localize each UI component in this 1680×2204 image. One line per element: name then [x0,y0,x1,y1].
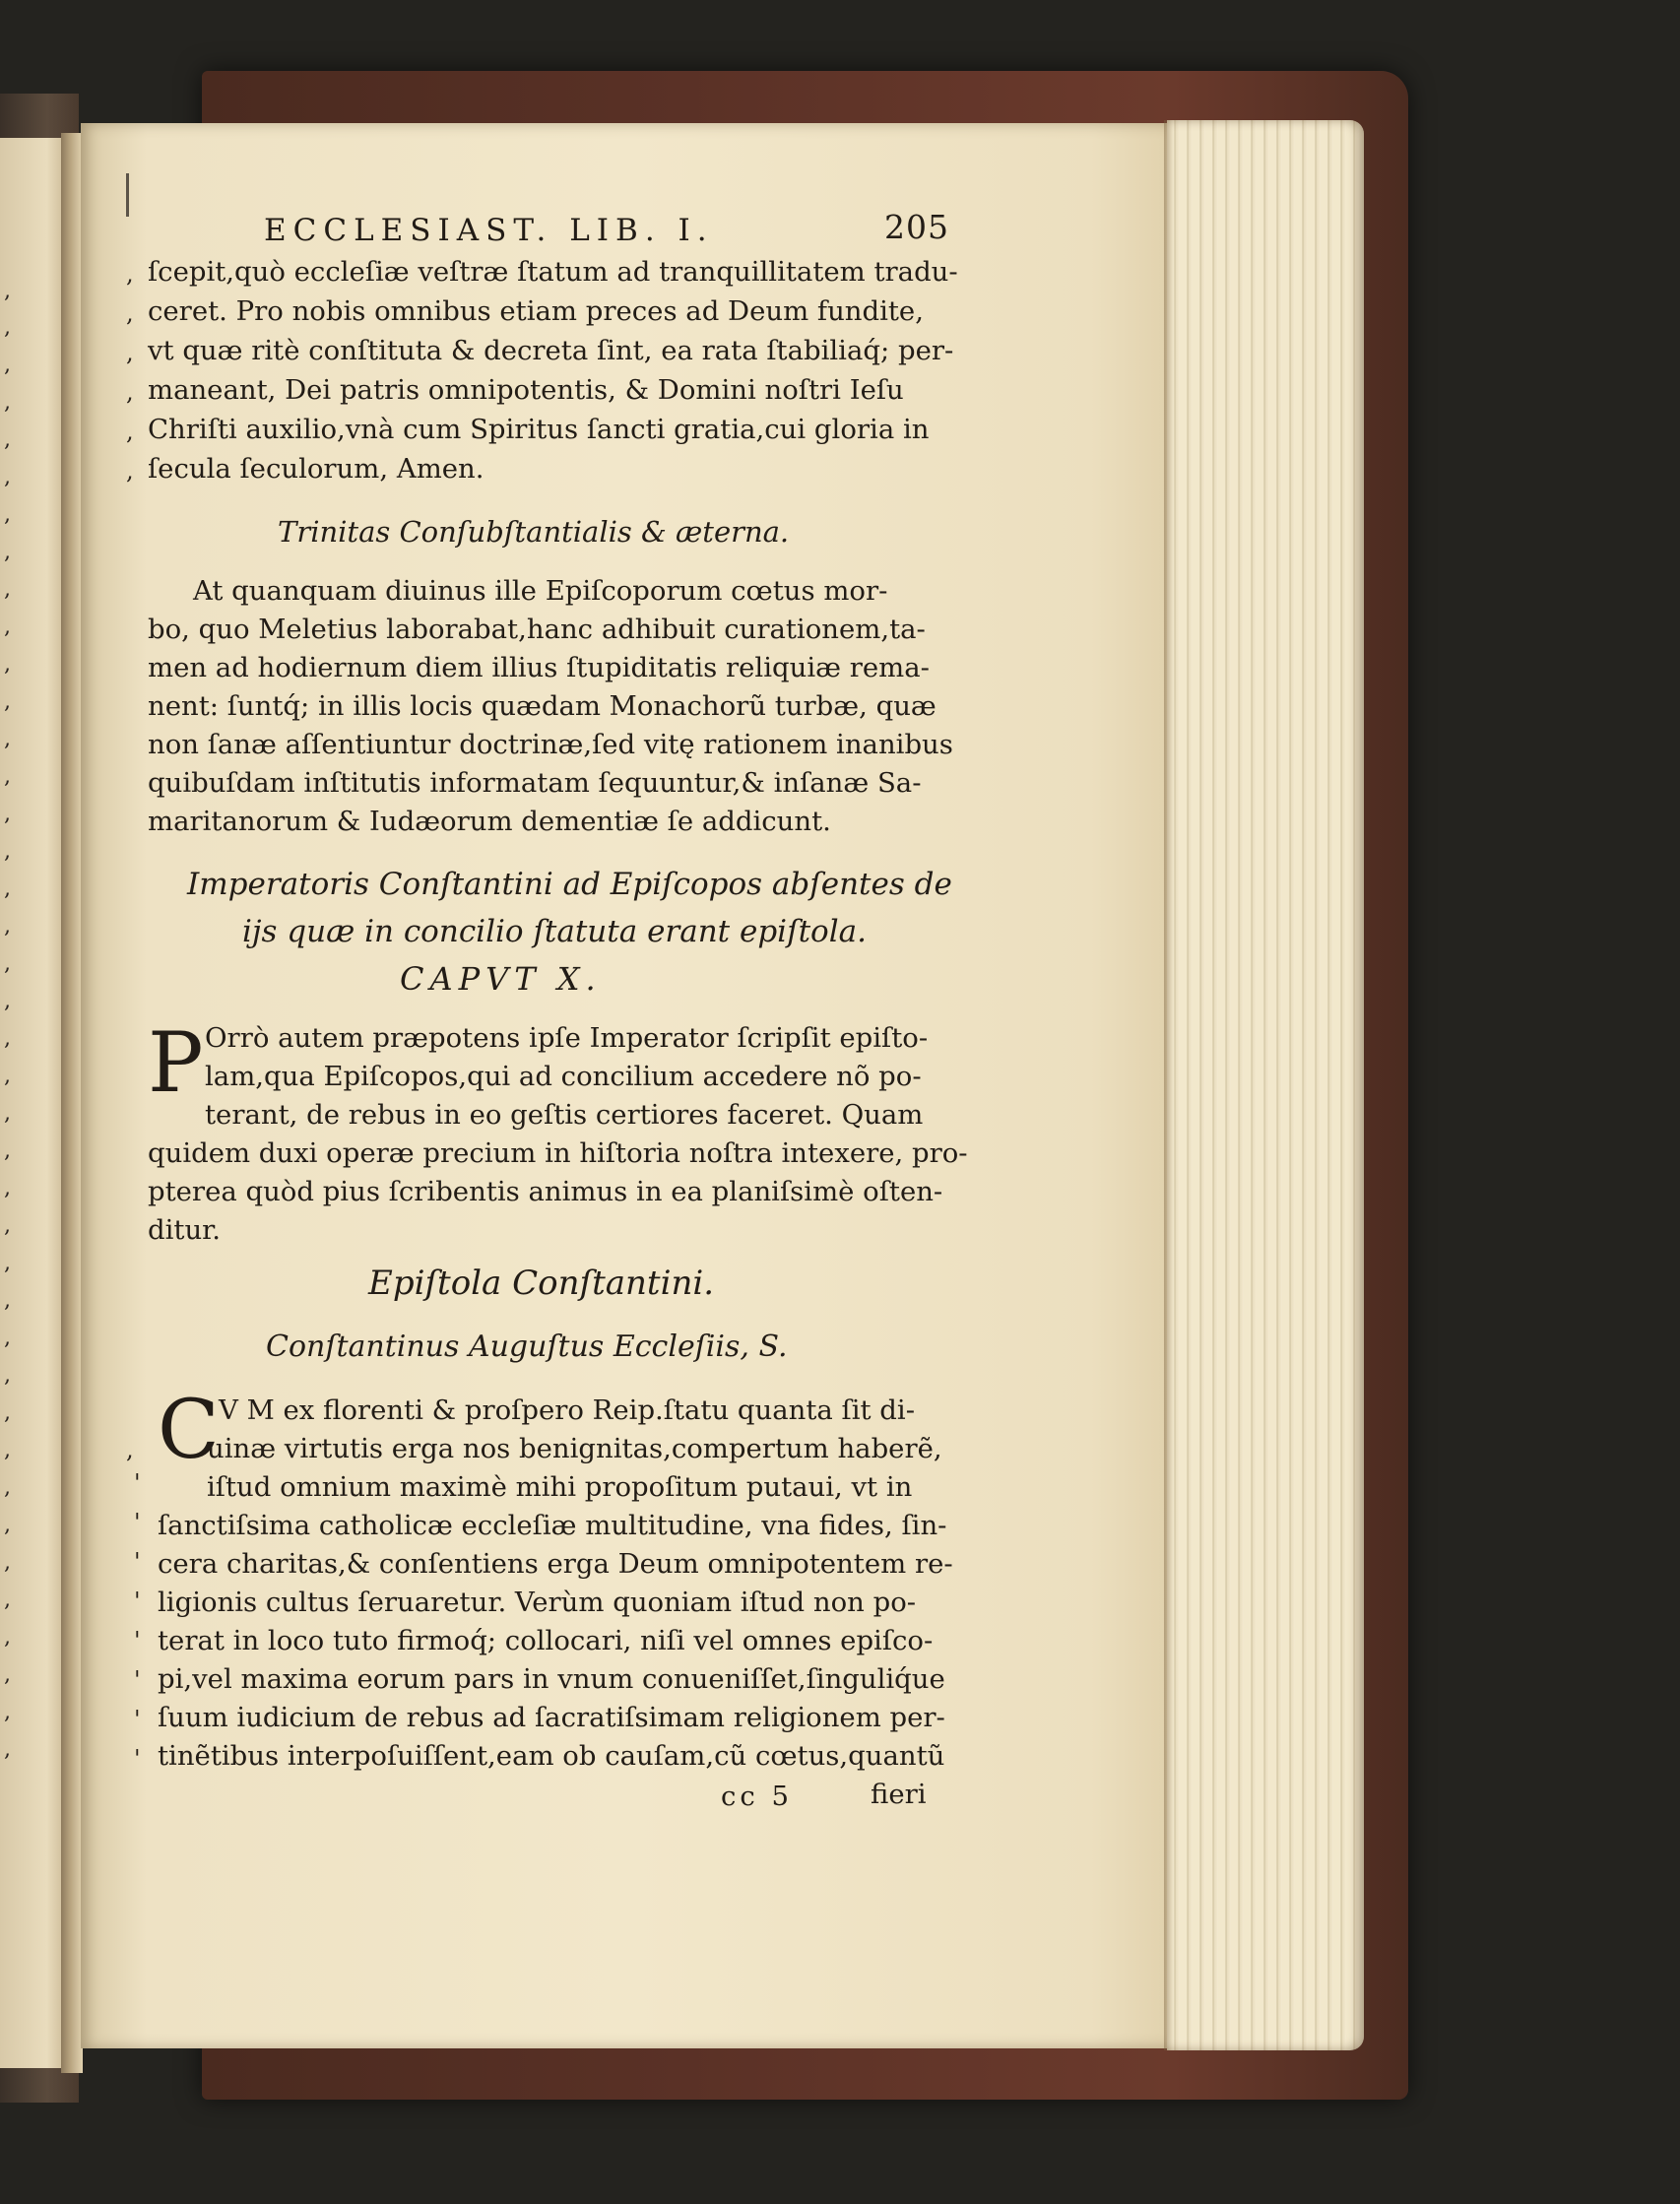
left-mark: , [4,876,11,901]
left-mark: , [4,764,11,789]
quote-mark: ' [134,1666,141,1694]
left-mark: , [4,1326,11,1350]
left-mark: , [4,1213,11,1238]
text-line: terat in loco tuto firmoq́; collocari, niſi vel omnes epiſco- [158,1625,934,1656]
text-line: ſcepit,quò eccleſiæ veſtræ ſtatum ad tranquillitatem tradu- [148,256,958,288]
text-line: ſuum iudicium de rebus ad ſacratiſsimam religionem per- [158,1702,945,1733]
text-line: nent: ſuntq́; in illis locis quædam Monachorũ turbæ, quæ [148,690,937,722]
text-line: maritanorum & Iudæorum dementiæ ſe addicunt. [148,806,831,837]
quote-mark: , [126,1436,134,1463]
section-heading: Trinitas Conſubſtantialis & æterna. [278,515,790,549]
left-mark: , [4,652,11,677]
text-line: V M ex florenti & proſpero Reip.ſtatu quanta ſit di- [219,1394,915,1426]
text-line: ligionis cultus ſeruaretur. Verùm quoniam iſtud non po- [158,1587,917,1618]
left-mark: , [4,839,11,864]
left-mark: , [4,1251,11,1275]
left-mark: , [4,540,11,564]
left-mark: , [4,989,11,1013]
left-mark: , [4,689,11,714]
quote-mark: , [126,457,134,485]
text-line: terant, de rebus in eo geſtis certiores faceret. Quam [205,1099,924,1131]
text-line: iſtud omnium maximè mihi propoſitum putaui, vt in [207,1471,913,1503]
folio-number: 205 [884,208,949,246]
text-line: Orrò autem præpotens ipſe Imperator ſcripſit epiſto- [205,1022,929,1054]
quote-mark: , [126,378,134,406]
left-mark: , [4,727,11,751]
quote-mark: ' [134,1627,141,1654]
catchword: fieri [871,1779,927,1810]
left-mark: , [4,1101,11,1126]
left-mark: , [4,1475,11,1500]
section-heading: Epiſtola Conſtantini. [368,1264,715,1303]
left-mark: , [4,577,11,602]
page-edge-shadow [1164,120,1174,2050]
text-line: lam,qua Epiſcopos,qui ad concilium accedere nõ po- [205,1061,922,1092]
running-head: ECCLESIAST. LIB. I. [264,213,714,248]
left-mark: , [4,1176,11,1200]
quote-mark: ' [134,1588,141,1615]
left-mark: , [4,1662,11,1687]
left-mark: , [4,1625,11,1650]
left-mark: , [4,1064,11,1088]
left-mark: , [4,1550,11,1575]
text-line: uinæ virtutis erga nos benignitas,compertum haberẽ, [207,1433,942,1464]
chapter-title: ijs quæ in concilio ſtatuta erant epiſtola. [242,914,867,949]
text-line: non ſanæ aſſentiuntur doctrinæ,ſed vitę rationem inanibus [148,729,953,760]
quote-mark: , [126,260,134,288]
left-mark: , [4,1438,11,1462]
page-edges [1167,120,1364,2050]
chapter-title: Imperatoris Conſtantini ad Epiſcopos abſentes de [187,867,952,902]
text-line: men ad hodiernum diem illius ſtupiditatis reliquiæ rema- [148,652,930,683]
left-mark: , [4,1026,11,1051]
text-line: Chriſti auxilio,vnà cum Spiritus ſancti gratia,cui gloria in [148,414,930,445]
chapter-number: CAPVT X. [400,960,602,998]
text-line: ditur. [148,1214,222,1246]
text-line: cera charitas,& conſentiens erga Deum omnipotentem re- [158,1548,953,1580]
text-line: maneant, Dei patris omnipotentis, & Domini noſtri Ieſu [148,374,904,406]
left-mark: , [4,279,11,303]
gutter [61,133,83,2073]
page-crease [126,173,129,217]
signature-mark: cc 5 [721,1781,794,1812]
left-mark: , [4,390,11,415]
left-mark: , [4,1288,11,1313]
quote-mark: , [126,418,134,445]
text-line: pterea quòd pius ſcribentis animus in ea planiſsimè oſten- [148,1176,943,1207]
quote-mark: , [126,299,134,327]
left-mark: , [4,353,11,377]
salutation: Conſtantinus Auguſtus Eccleſiis, S. [266,1329,788,1364]
quote-mark: ' [134,1706,141,1733]
drop-cap: P [148,1014,204,1111]
left-mark: , [4,1588,11,1612]
left-mark: , [4,502,11,527]
text-line: quibuſdam inſtitutis informatam ſequuntur,& inſanæ Sa- [148,767,922,799]
left-mark: , [4,1700,11,1724]
text-line: tinẽtibus interpoſuiſſent,eam ob cauſam,cũ cœtus,quantũ [158,1740,945,1772]
quote-mark: ' [134,1548,141,1576]
text-line: ceret. Pro nobis omnibus etiam preces ad Deum fundite, [148,295,924,327]
left-mark: , [4,1363,11,1388]
quote-mark: , [126,339,134,366]
left-mark: , [4,1138,11,1163]
left-mark: , [4,951,11,976]
left-mark: , [4,427,11,452]
text-line: quidem duxi operæ precium in hiſtoria noſtra intexere, pro- [148,1137,968,1169]
text-line: vt quæ ritè conſtituta & decreta ſint, ea rata ſtabiliaq́; per- [148,335,954,366]
left-mark: , [4,802,11,826]
text-line: ſecula ſeculorum, Amen. [148,453,485,485]
text-line: bo, quo Meletius laborabat,hanc adhibuit curationem,ta- [148,614,926,645]
left-mark: , [4,465,11,489]
text-line: At quanquam diuinus ille Epiſcoporum cœtus mor- [193,575,888,607]
quote-mark: ' [134,1509,141,1536]
text-line: pi,vel maxima eorum pars in vnum conueniſſet,ſinguliq́ue [158,1663,945,1695]
quote-mark: ' [134,1469,141,1497]
left-mark: , [4,1400,11,1425]
left-mark: , [4,615,11,639]
left-mark: , [4,914,11,939]
left-mark: , [4,1513,11,1537]
left-mark: , [4,1737,11,1762]
left-mark: , [4,315,11,340]
text-line: ſanctiſsima catholicæ eccleſiæ multitudine, vna fides, ſin- [158,1510,947,1541]
drop-cap: C [158,1384,220,1477]
quote-mark: ' [134,1745,141,1773]
